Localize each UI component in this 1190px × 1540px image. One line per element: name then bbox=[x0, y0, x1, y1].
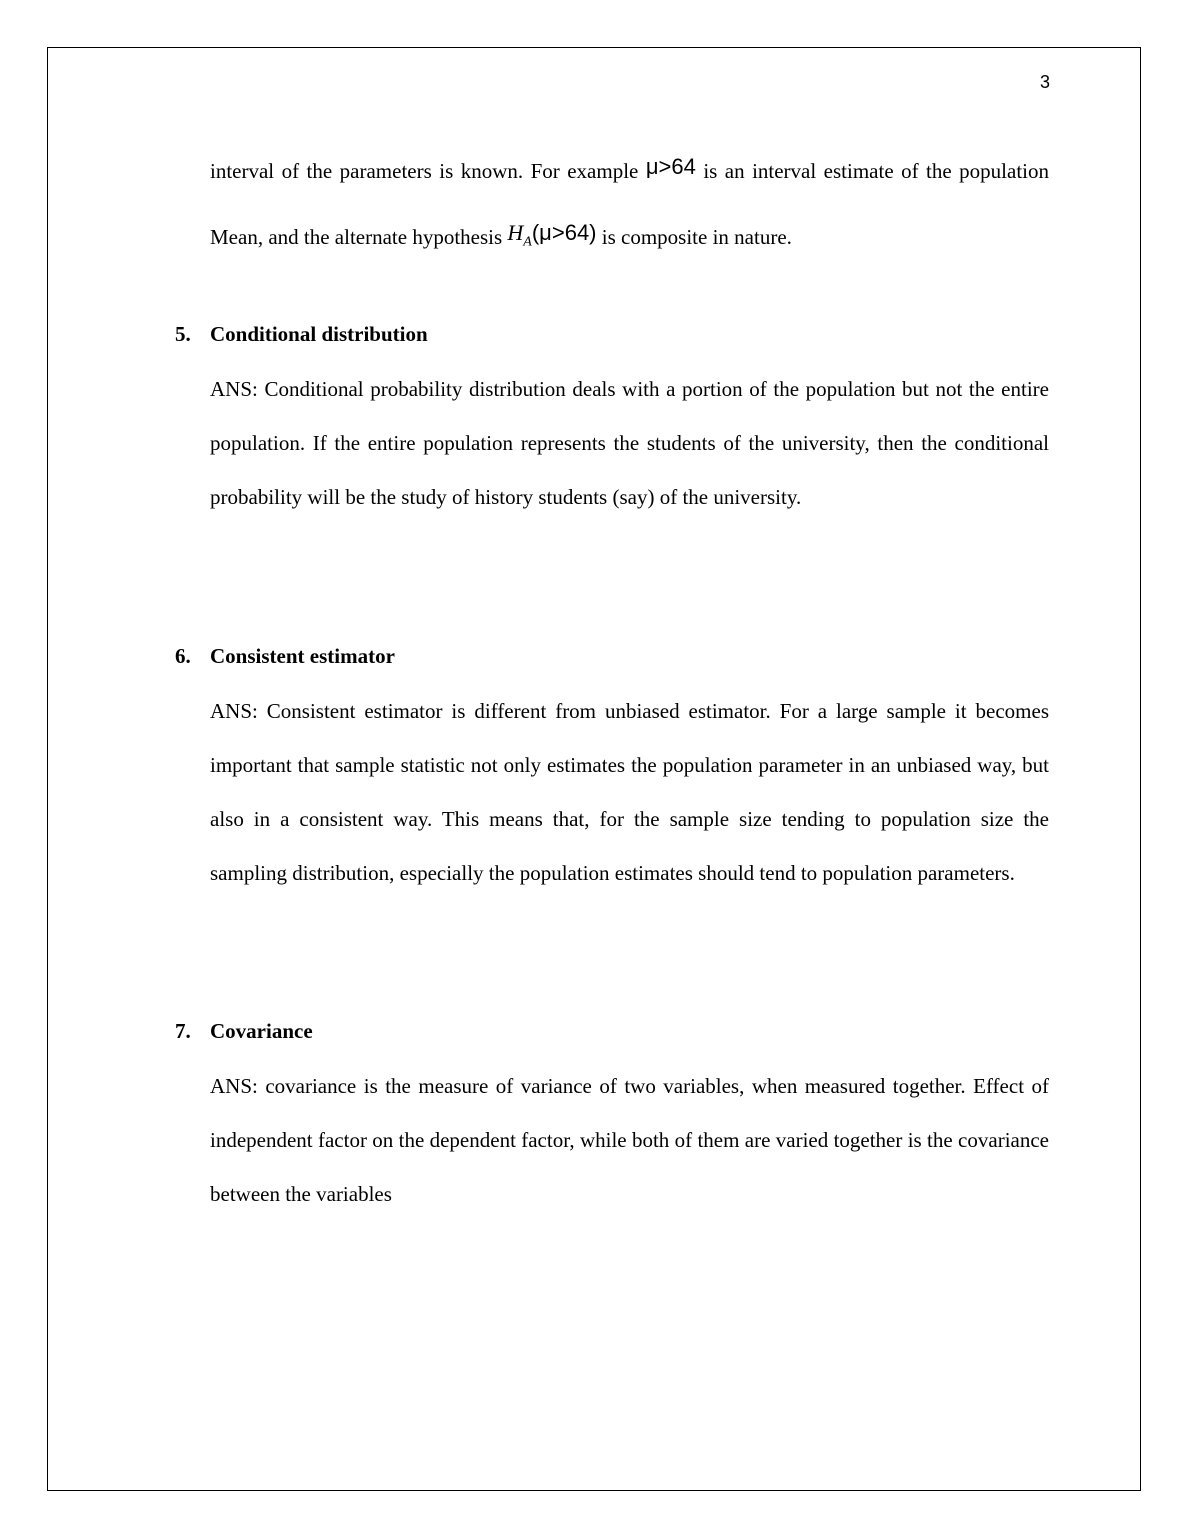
intro-paragraph bbox=[210, 138, 1049, 279]
section-number: 6. bbox=[175, 644, 191, 668]
section-answer-7: ANS: covariance is the measure of variance of two variables, when measured together. Effect of independent factor on the dependent factor, while both of them are varied together is the covariance between the variables bbox=[210, 1074, 1049, 1206]
intro-text-1: interval of the parameters is known. For example bbox=[210, 159, 639, 183]
page-number: 3 bbox=[1039, 72, 1050, 92]
section-number: 5. bbox=[175, 322, 191, 346]
intro-text-2: is an interval estimate of the population Mean, and the alternate hypothesis bbox=[210, 159, 1050, 249]
section-answer-6: ANS: Consistent estimator is different from unbiased estimator. For a large sample it becomes important that sample statistic not only estimates the population parameter in an unbiased way, but also in a consistent way. This means that, for the sample size tending to population size the sampling distribution, especially the population estimates should tend to population parameters. bbox=[210, 699, 1049, 885]
section-title: Conditional distribution bbox=[210, 322, 428, 346]
intro-text-3: is composite in nature. bbox=[601, 225, 792, 249]
section-heading-5 bbox=[175, 322, 428, 347]
section-heading-7 bbox=[175, 1019, 313, 1044]
section-title: Covariance bbox=[210, 1019, 313, 1043]
math-alternate-hypothesis: $H_A(\mu>64)$ bbox=[507, 220, 597, 250]
section-heading-6 bbox=[175, 644, 395, 669]
section-number: 7. bbox=[175, 1019, 191, 1043]
section-answer-5: ANS: Conditional probability distribution deals with a portion of the population but not the entire population. If the entire population represents the students of the university, then the conditional probability will be the study of history students (say) of the university. bbox=[210, 377, 1049, 509]
math-mu-greater-64: μ>64 bbox=[645, 154, 696, 179]
section-title: Consistent estimator bbox=[210, 644, 395, 668]
